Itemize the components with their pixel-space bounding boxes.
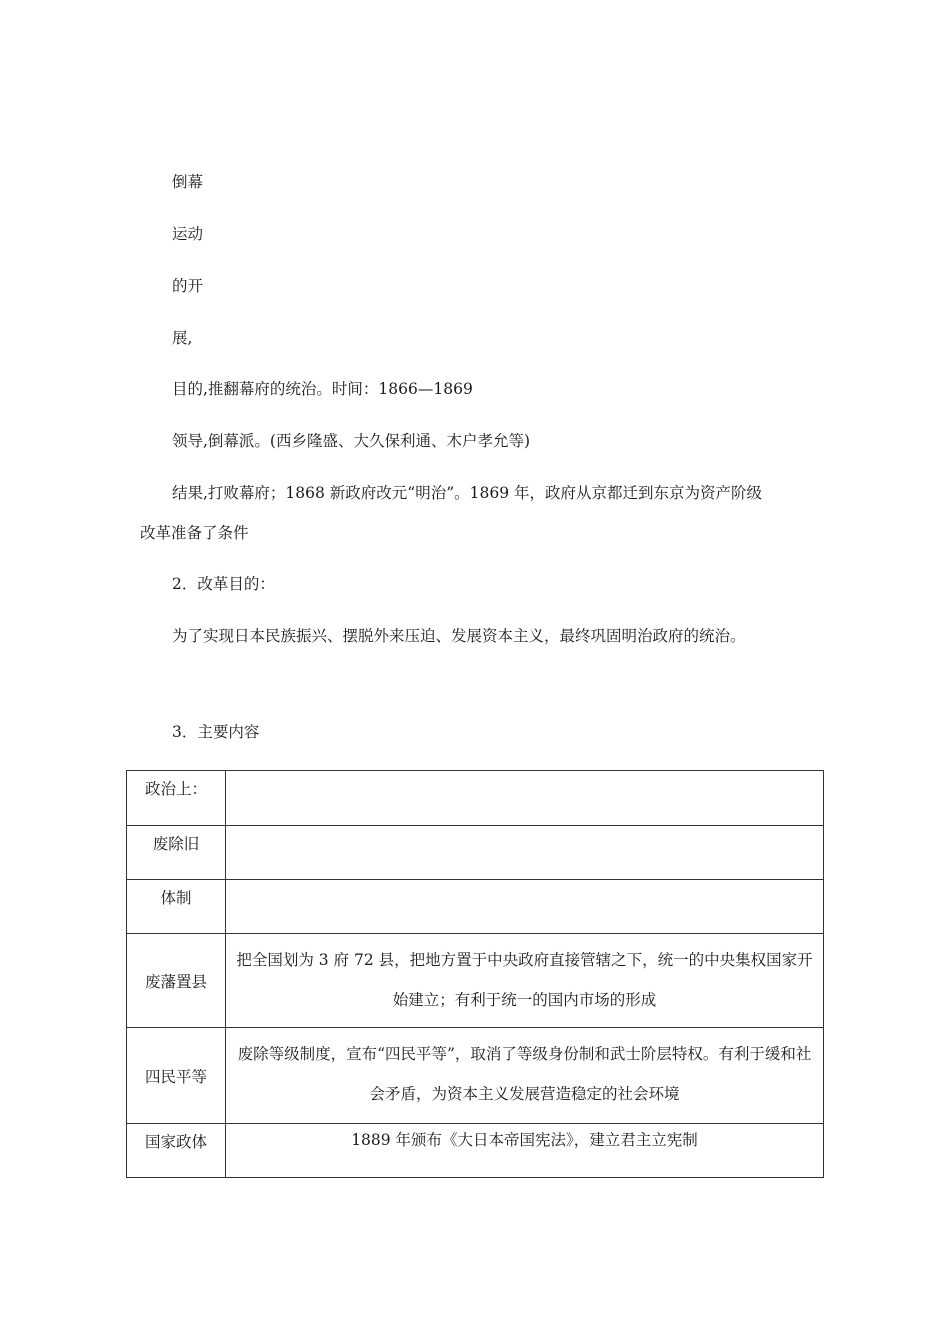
row-content bbox=[226, 880, 824, 934]
row-label: 政治上： bbox=[127, 771, 226, 826]
reform-goal-text: 为了实现日本民族振兴、摆脱外来压迫、发展资本主义，最终巩固明治政府的统治。 bbox=[172, 627, 746, 645]
leaders-line: 领导,倒幕派。(西乡隆盛、大久保利通、木户孝允等) bbox=[172, 432, 531, 450]
row-content: 废除等级制度，宣布“四民平等”，取消了等级身份制和武士阶层特权。有利于缓和社会矛盾，为资本主义发展营造稳定的社会环境 bbox=[226, 1028, 824, 1124]
main-content-table bbox=[126, 770, 824, 1178]
table-row bbox=[127, 826, 824, 880]
purpose-line: 目的,推翻幕府的统治。时间：1866—1869 bbox=[172, 380, 473, 398]
table-row bbox=[127, 1124, 824, 1178]
body-line-2: 运动 bbox=[172, 225, 204, 243]
table-row bbox=[127, 771, 824, 826]
section-3-heading: 3．主要内容 bbox=[172, 723, 260, 741]
section-2-heading: 2．改革目的： bbox=[172, 575, 275, 593]
table-row bbox=[127, 1028, 824, 1124]
body-line-4: 展, bbox=[172, 329, 193, 347]
body-line-3: 的开 bbox=[172, 277, 204, 295]
row-content: 1889 年颁布《大日本帝国宪法》，建立君主立宪制 bbox=[226, 1124, 824, 1178]
row-label: 四民平等 bbox=[127, 1028, 226, 1124]
row-content: 把全国划为 3 府 72 县，把地方置于中央政府直接管辖之下，统一的中央集权国家开始建立；有利于统一的国内市场的形成 bbox=[226, 934, 824, 1028]
row-content bbox=[226, 771, 824, 826]
row-label: 废除旧 bbox=[127, 826, 226, 880]
row-content bbox=[226, 826, 824, 880]
row-label: 国家政体 bbox=[127, 1124, 226, 1178]
row-label: 废藩置县 bbox=[127, 934, 226, 1028]
body-line-1: 倒幕 bbox=[172, 173, 204, 191]
result-line-cont: 改革准备了条件 bbox=[140, 524, 249, 542]
row-label: 体制 bbox=[127, 880, 226, 934]
table-row bbox=[127, 880, 824, 934]
table-row bbox=[127, 934, 824, 1028]
result-line: 结果,打败幕府；1868 新政府改元“明治”。1869 年，政府从京都迁到东京为资产阶级 bbox=[172, 484, 763, 502]
